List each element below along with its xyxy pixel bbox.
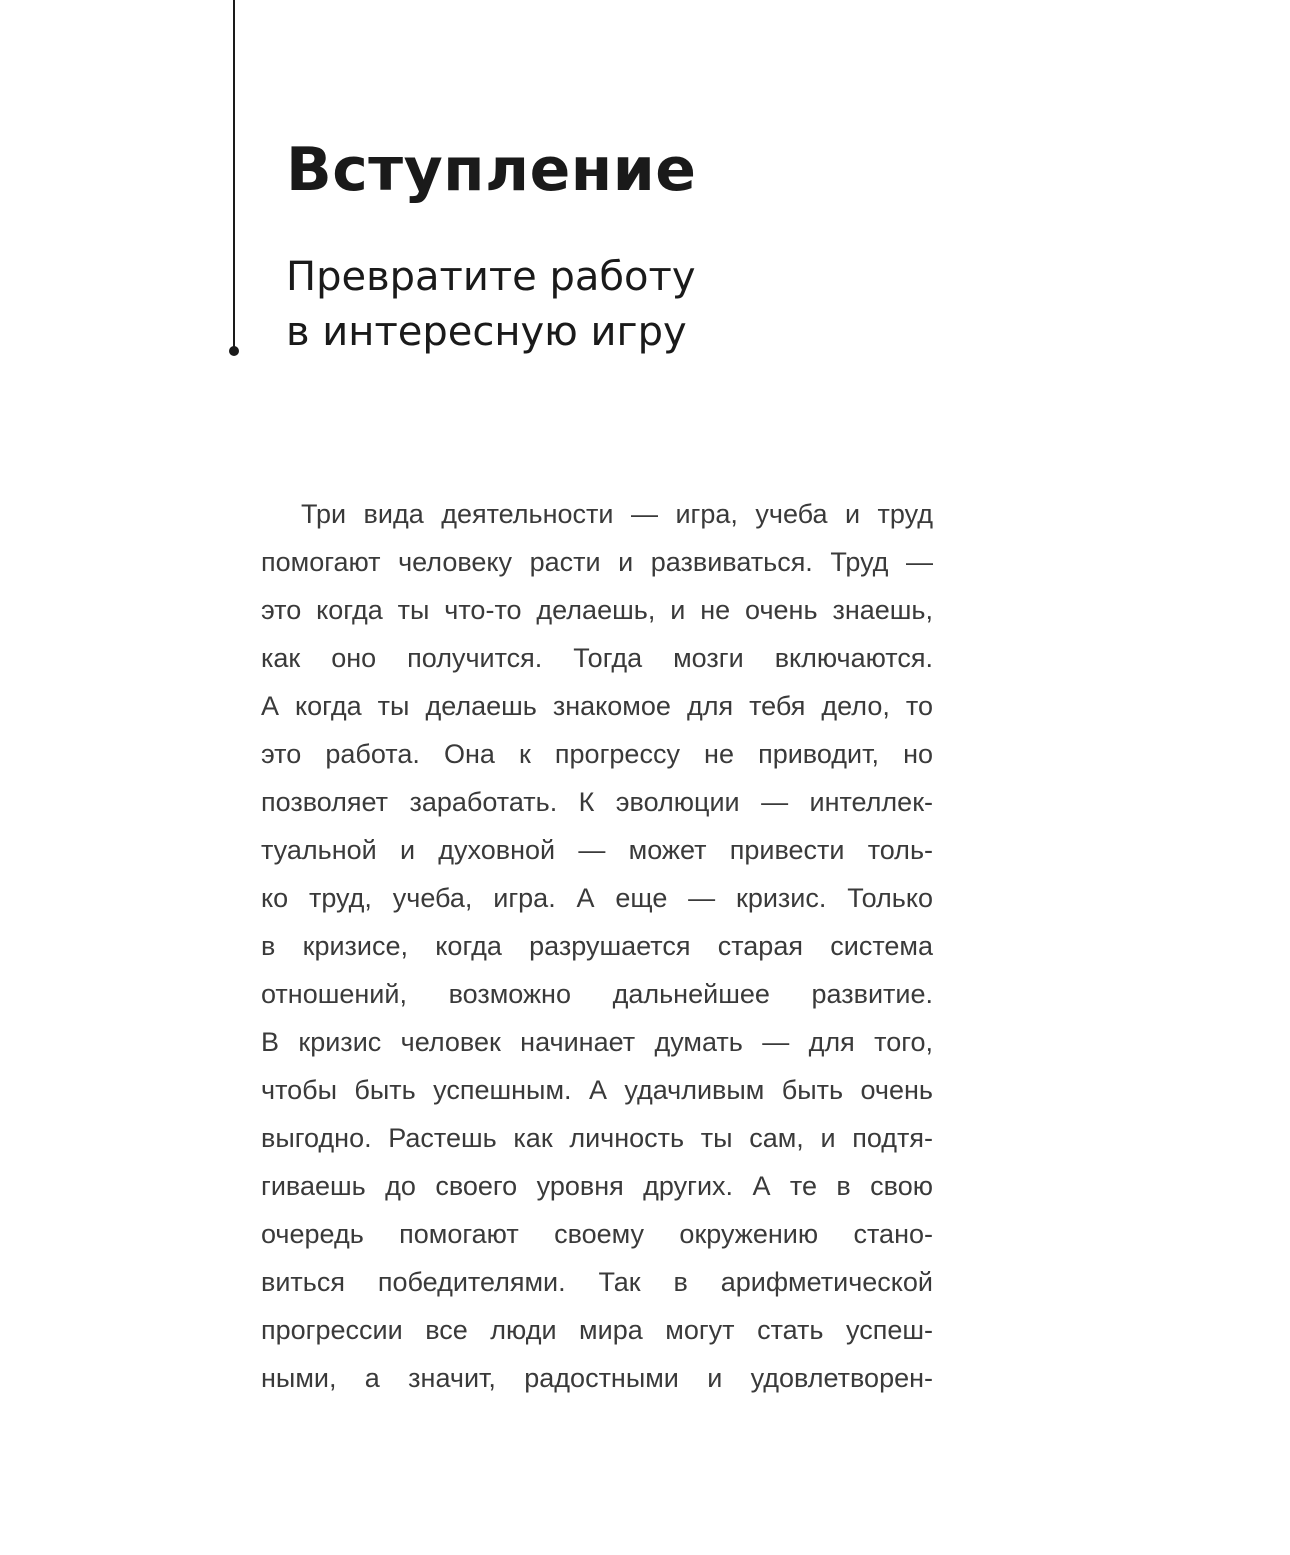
paragraph-line: ными, а значит, радостными и удовлетворен-: [261, 1363, 933, 1393]
paragraph-line: виться победителями. Так в арифметической: [261, 1267, 933, 1297]
paragraph-line: это работа. Она к прогрессу не приводит, но: [261, 739, 933, 769]
paragraph-line: Три вида деятельности — игра, учеба и труд: [301, 499, 933, 529]
margin-rule: [233, 0, 235, 350]
subtitle-line: Превратите работу: [286, 254, 696, 300]
paragraph-line: А когда ты делаешь знакомое для тебя дело, то: [261, 691, 933, 721]
paragraph-line: в кризисе, когда разрушается старая система: [261, 931, 933, 961]
paragraph-line: это когда ты что-то делаешь, и не очень знаешь,: [261, 595, 933, 625]
chapter-subtitle: [286, 250, 696, 360]
paragraph-line: выгодно. Растешь как личность ты сам, и подтя-: [261, 1123, 933, 1153]
paragraph-line: помогают человеку расти и развиваться. Труд —: [261, 547, 933, 577]
paragraph-line: туальной и духовной — может привести толь-: [261, 835, 933, 865]
paragraph-line: гиваешь до своего уровня других. А те в свою: [261, 1171, 933, 1201]
paragraph-line: очередь помогают своему окружению стано-: [261, 1219, 933, 1249]
margin-rule-dot: [229, 346, 239, 356]
paragraph-line: позволяет заработать. К эволюции — интеллек-: [261, 787, 933, 817]
paragraph-line: прогрессии все люди мира могут стать успеш-: [261, 1315, 933, 1345]
paragraph-line: как оно получится. Тогда мозги включаются.: [261, 643, 933, 673]
paragraph-line: ко труд, учеба, игра. А еще — кризис. Только: [261, 883, 933, 913]
paragraph-line: чтобы быть успешным. А удачливым быть очень: [261, 1075, 933, 1105]
paragraph-line: В кризис человек начинает думать — для того,: [261, 1027, 933, 1057]
paragraph-line: отношений, возможно дальнейшее развитие.: [261, 979, 933, 1009]
body-paragraph: [261, 490, 933, 1402]
chapter-title: Вступление: [286, 135, 697, 205]
subtitle-line: в интересную игру: [286, 309, 687, 355]
